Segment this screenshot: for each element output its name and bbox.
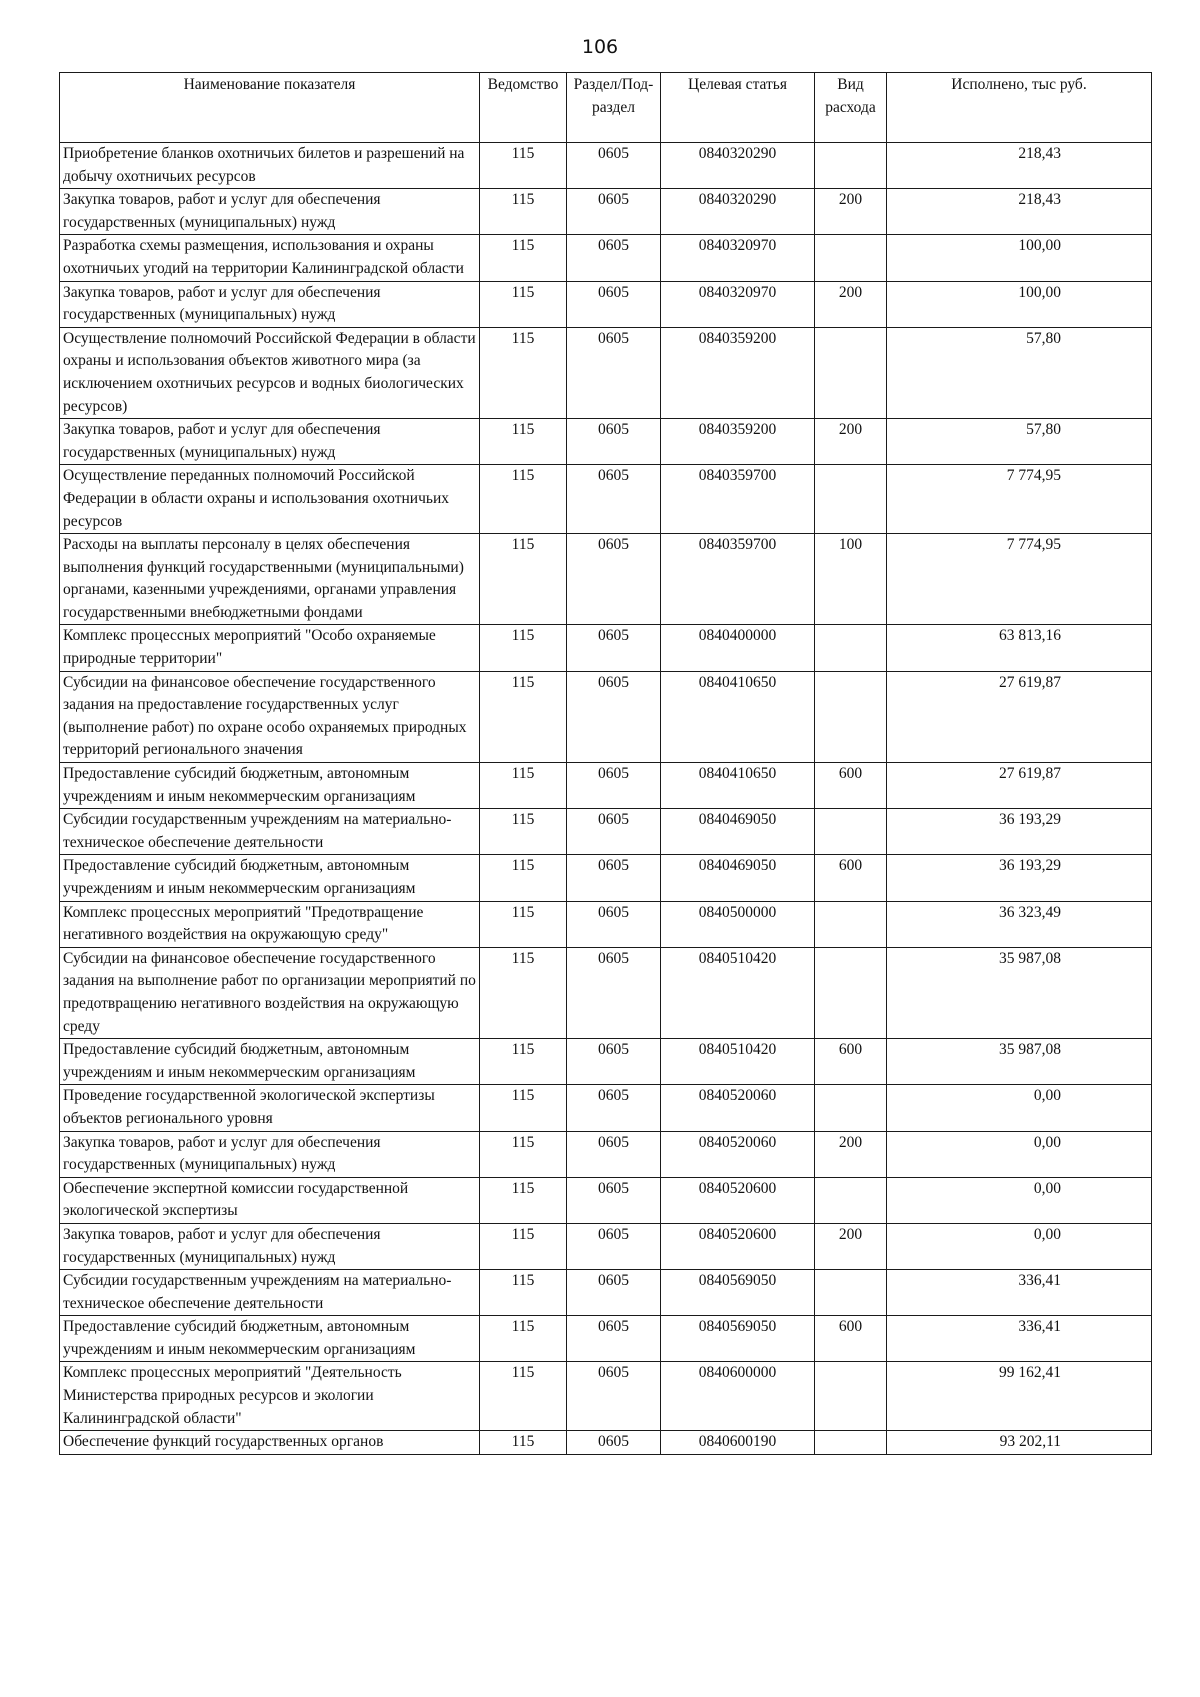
cell-type [815,901,887,947]
table-row [60,901,1152,947]
header-name: Наименование показателя [60,73,480,143]
cell-section: 0605 [567,235,661,281]
cell-section: 0605 [567,534,661,625]
cell-name: Субсидии на финансовое обеспечение государственного задания на выполнение работ по организации мероприятий по предотвращению негативного воздействия на окружающую среду [60,947,480,1038]
cell-target: 0840469050 [661,809,815,855]
cell-section: 0605 [567,763,661,809]
cell-target: 0840320290 [661,143,815,189]
cell-target: 0840469050 [661,855,815,901]
cell-dept: 115 [480,327,567,418]
cell-name: Расходы на выплаты персоналу в целях обеспечения выполнения функций государственными (муниципальными) органами, казенными учреждениями, органами управления государственными внебюджетными фондами [60,534,480,625]
cell-target: 0840510420 [661,1039,815,1085]
cell-dept: 115 [480,1316,567,1362]
table-row [60,465,1152,534]
table-row [60,1131,1152,1177]
cell-target: 0840569050 [661,1316,815,1362]
cell-target: 0840400000 [661,625,815,671]
cell-section: 0605 [567,1085,661,1131]
cell-section: 0605 [567,855,661,901]
cell-name: Обеспечение экспертной комиссии государственной экологической экспертизы [60,1177,480,1223]
cell-target: 0840320290 [661,189,815,235]
cell-target: 0840520600 [661,1177,815,1223]
cell-target: 0840510420 [661,947,815,1038]
cell-amount: 27 619,87 [887,671,1152,762]
table-row [60,625,1152,671]
cell-section: 0605 [567,1270,661,1316]
cell-amount: 57,80 [887,419,1152,465]
header-amount: Исполнено, тыс руб. [887,73,1152,143]
cell-type [815,625,887,671]
cell-section: 0605 [567,281,661,327]
cell-type [815,143,887,189]
table-row [60,534,1152,625]
cell-section: 0605 [567,901,661,947]
cell-section: 0605 [567,1362,661,1431]
cell-target: 0840500000 [661,901,815,947]
cell-type [815,1085,887,1131]
cell-name: Субсидии государственным учреждениям на материально-техническое обеспечение деятельности [60,809,480,855]
cell-amount: 0,00 [887,1085,1152,1131]
cell-type: 200 [815,281,887,327]
table-row [60,1362,1152,1431]
cell-dept: 115 [480,1131,567,1177]
cell-section: 0605 [567,1131,661,1177]
cell-dept: 115 [480,143,567,189]
cell-amount: 100,00 [887,235,1152,281]
cell-section: 0605 [567,671,661,762]
cell-dept: 115 [480,625,567,671]
cell-type: 200 [815,1131,887,1177]
cell-section: 0605 [567,143,661,189]
cell-target: 0840359700 [661,465,815,534]
cell-name: Разработка схемы размещения, использования и охраны охотничьих угодий на территории Калининградской области [60,235,480,281]
cell-amount: 100,00 [887,281,1152,327]
cell-amount: 57,80 [887,327,1152,418]
cell-name: Предоставление субсидий бюджетным, автономным учреждениям и иным некоммерческим организациям [60,1039,480,1085]
cell-amount: 218,43 [887,143,1152,189]
cell-name: Закупка товаров, работ и услуг для обеспечения государственных (муниципальных) нужд [60,419,480,465]
cell-section: 0605 [567,809,661,855]
cell-dept: 115 [480,1431,567,1455]
cell-section: 0605 [567,1223,661,1269]
header-row [60,73,1152,143]
cell-name: Закупка товаров, работ и услуг для обеспечения государственных (муниципальных) нужд [60,189,480,235]
cell-type [815,671,887,762]
cell-target: 0840320970 [661,235,815,281]
page-number: 106 [581,36,619,58]
cell-amount: 93 202,11 [887,1431,1152,1455]
cell-amount: 0,00 [887,1177,1152,1223]
cell-section: 0605 [567,327,661,418]
table-row [60,947,1152,1038]
cell-dept: 115 [480,1177,567,1223]
cell-type: 200 [815,419,887,465]
budget-table [59,72,1152,1455]
cell-amount: 36 193,29 [887,855,1152,901]
header-type: Вид расхода [815,73,887,143]
cell-section: 0605 [567,625,661,671]
cell-target: 0840520600 [661,1223,815,1269]
cell-amount: 7 774,95 [887,534,1152,625]
table-row [60,855,1152,901]
cell-name: Субсидии государственным учреждениям на материально-техническое обеспечение деятельности [60,1270,480,1316]
cell-name: Проведение государственной экологической экспертизы объектов регионального уровня [60,1085,480,1131]
cell-dept: 115 [480,947,567,1038]
cell-name: Закупка товаров, работ и услуг для обеспечения государственных (муниципальных) нужд [60,1131,480,1177]
table-row [60,1177,1152,1223]
header-section: Раздел/Под-раздел [567,73,661,143]
cell-amount: 0,00 [887,1131,1152,1177]
cell-name: Предоставление субсидий бюджетным, автономным учреждениям и иным некоммерческим организациям [60,1316,480,1362]
cell-target: 0840569050 [661,1270,815,1316]
cell-amount: 27 619,87 [887,763,1152,809]
cell-section: 0605 [567,1431,661,1455]
cell-target: 0840600000 [661,1362,815,1431]
cell-dept: 115 [480,419,567,465]
table-row [60,143,1152,189]
table-row [60,235,1152,281]
cell-amount: 35 987,08 [887,1039,1152,1085]
cell-type [815,1177,887,1223]
cell-type [815,947,887,1038]
cell-type [815,235,887,281]
cell-dept: 115 [480,671,567,762]
cell-dept: 115 [480,189,567,235]
cell-name: Осуществление полномочий Российской Федерации в области охраны и использования объектов животного мира (за исключением охотничьих ресурсов и водных биологических ресурсов) [60,327,480,418]
cell-target: 0840520060 [661,1085,815,1131]
cell-amount: 336,41 [887,1270,1152,1316]
table-row [60,189,1152,235]
cell-dept: 115 [480,235,567,281]
cell-target: 0840410650 [661,671,815,762]
cell-type: 200 [815,189,887,235]
table-row [60,763,1152,809]
cell-dept: 115 [480,1085,567,1131]
header-dept: Ведомство [480,73,567,143]
table-body [60,143,1152,1455]
cell-name: Комплекс процессных мероприятий "Предотвращение негативного воздействия на окружающую среду" [60,901,480,947]
cell-target: 0840600190 [661,1431,815,1455]
cell-type: 600 [815,763,887,809]
cell-name: Обеспечение функций государственных органов [60,1431,480,1455]
table-row [60,1316,1152,1362]
cell-type [815,1270,887,1316]
cell-section: 0605 [567,947,661,1038]
cell-amount: 7 774,95 [887,465,1152,534]
cell-dept: 115 [480,855,567,901]
cell-name: Предоставление субсидий бюджетным, автономным учреждениям и иным некоммерческим организациям [60,855,480,901]
header-target: Целевая статья [661,73,815,143]
cell-name: Предоставление субсидий бюджетным, автономным учреждениям и иным некоммерческим организациям [60,763,480,809]
cell-name: Приобретение бланков охотничьих билетов и разрешений на добычу охотничьих ресурсов [60,143,480,189]
cell-section: 0605 [567,465,661,534]
cell-dept: 115 [480,281,567,327]
cell-dept: 115 [480,901,567,947]
cell-type [815,327,887,418]
cell-amount: 63 813,16 [887,625,1152,671]
cell-target: 0840359200 [661,419,815,465]
table-row [60,1223,1152,1269]
cell-amount: 35 987,08 [887,947,1152,1038]
cell-section: 0605 [567,1177,661,1223]
table-row [60,671,1152,762]
cell-type [815,809,887,855]
cell-dept: 115 [480,763,567,809]
cell-type [815,1431,887,1455]
cell-name: Субсидии на финансовое обеспечение государственного задания на предоставление государственных услуг (выполнение работ) по охране особо охраняемых природных территорий регионального значения [60,671,480,762]
cell-amount: 0,00 [887,1223,1152,1269]
table-row [60,1039,1152,1085]
cell-dept: 115 [480,1362,567,1431]
cell-name: Комплекс процессных мероприятий "Деятельность Министерства природных ресурсов и экологии Калининградской области" [60,1362,480,1431]
cell-section: 0605 [567,419,661,465]
cell-target: 0840359200 [661,327,815,418]
table-row [60,327,1152,418]
cell-dept: 115 [480,1223,567,1269]
cell-target: 0840410650 [661,763,815,809]
cell-amount: 36 323,49 [887,901,1152,947]
cell-name: Комплекс процессных мероприятий "Особо охраняемые природные территории" [60,625,480,671]
table-row [60,281,1152,327]
cell-dept: 115 [480,1270,567,1316]
cell-section: 0605 [567,1039,661,1085]
cell-type: 600 [815,1039,887,1085]
cell-target: 0840520060 [661,1131,815,1177]
cell-type: 100 [815,534,887,625]
cell-section: 0605 [567,189,661,235]
cell-name: Осуществление переданных полномочий Российской Федерации в области охраны и использования охотничьих ресурсов [60,465,480,534]
table-row [60,1085,1152,1131]
cell-amount: 218,43 [887,189,1152,235]
cell-name: Закупка товаров, работ и услуг для обеспечения государственных (муниципальных) нужд [60,281,480,327]
cell-amount: 36 193,29 [887,809,1152,855]
cell-amount: 336,41 [887,1316,1152,1362]
cell-type: 600 [815,855,887,901]
cell-section: 0605 [567,1316,661,1362]
cell-dept: 115 [480,465,567,534]
cell-dept: 115 [480,1039,567,1085]
table-row [60,419,1152,465]
cell-dept: 115 [480,534,567,625]
cell-amount: 99 162,41 [887,1362,1152,1431]
cell-type: 200 [815,1223,887,1269]
table-row [60,809,1152,855]
cell-type: 600 [815,1316,887,1362]
cell-type [815,465,887,534]
table-row [60,1270,1152,1316]
cell-type [815,1362,887,1431]
cell-name: Закупка товаров, работ и услуг для обеспечения государственных (муниципальных) нужд [60,1223,480,1269]
cell-dept: 115 [480,809,567,855]
cell-target: 0840359700 [661,534,815,625]
table-row [60,1431,1152,1455]
cell-target: 0840320970 [661,281,815,327]
